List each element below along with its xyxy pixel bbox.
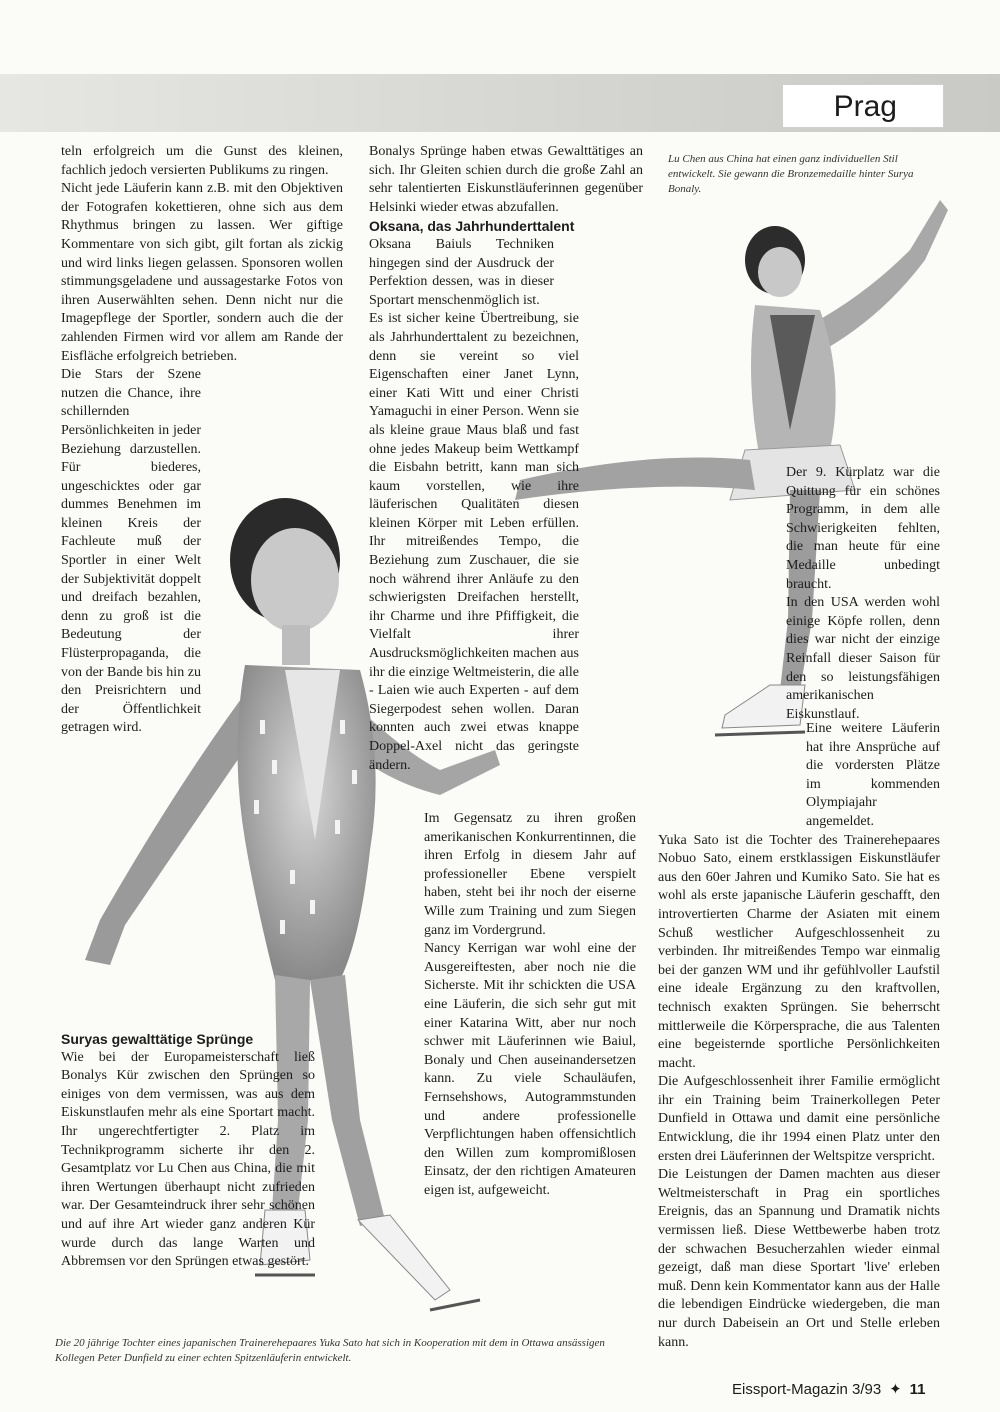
col2-paragraph-4: Im Gegensatz zu ihren großen amerikanischen Konkurrentinnen, die ihren Erfolg in diesem Jahr auf professioneller Ebene verspielt haben, steht bei ihr noch der eiserne Wille zum Training und zum Siegen ganz im Vordergrund.	[424, 811, 636, 938]
col1-paragraph-3: Die Stars der Szene nutzen die Chance, ihre schillernden Persönlichkeiten in jeder Beziehung darzustellen. Für biederes, ungeschicktes oder gar dummes Benehmen im kleinen Kreis der Fachleute muß der Sportler in einer Welt der Subjektivität doppelt und dreifach bezahlen, denn zu groß ist die Bedeutung der Flüsterpropaganda, die von der Bande bis hin zu den Preisrichtern und der Öffentlichkeit getragen wird.	[61, 367, 201, 736]
page-number: 11	[909, 1381, 926, 1398]
col2-paragraph-1: Bonalys Sprünge haben etwas Gewalttätiges an sich. Ihr Gleiten schien durch die große Zahl an sehr talentierten Eiskunstläuferinnen gegenüber Helsinki wieder etwas abzufallen.	[369, 144, 643, 215]
col3-paragraph-1: Der 9. Kürplatz war die Quittung für ein schönes Programm, in dem alle Schwierigkeiten fehlten, die man heute für eine Medaille unbedingt braucht.	[786, 465, 940, 592]
col1-paragraph-4: Wie bei der Europameisterschaft ließ Bonalys Kür zwischen den Sprüngen so einiges von dem vermissen, was aus dem Eiskunstlaufen mehr als eine Sportart macht. Ihr ungerechtfertigter 2. Platz im Technikprogramm sicherte ihr den 2. Gesamtplatz vor Lu Chen aus China, die mit ihren Wertungen überhaupt nicht zufrieden war. Der Gesamteindruck ihrer sehr schönen und auf ihre Art wieder ganz anderen Kür wurde durch das lange Warten und Abbremsen vor den Sprüngen etwas gestört.	[61, 1049, 315, 1270]
section-title: Prag	[782, 84, 944, 128]
column-1	[61, 143, 343, 738]
column-3	[786, 464, 940, 724]
page-footer	[732, 1380, 925, 1398]
col2-paragraph-2: Oksana Baiuls Techniken hingegen sind der Ausdruck der Perfektion dessen, was in dieser Sportart menschenmöglich ist.	[369, 236, 554, 308]
col2-paragraph-5: Nancy Kerrigan war wohl eine der Ausgereiftesten, aber noch nie die Sicherste. Mit ihr schickten die USA eine Läuferin, die sich sehr gut mit einer Katarina Witt, aber nur noch schwer mit Läuferinnen wie Baiul, Bonaly und Chen auseinandersetzen kann. Zu viele Schauläufen, Fernsehshows, Autogrammstunden und andere professionelle Verpflichtungen haben offensichtlich den Willen zum kompromißlosen Einsatz, der den richtigen Amateuren eigen ist, aufgeweicht.	[424, 941, 636, 1198]
col1-paragraph-2: Nicht jede Läuferin kann z.B. mit den Objektiven der Fotografen kokettieren, ohne sich aus dem Rhythmus bringen zu lassen. Wer giftige Kommentare von sich gibt, gilt fortan als zickig und wird links liegen gelassen. Sponsoren wollen stimmungsgeladene und aussagestarke Fotos von ihren Auserwählten sehen. Denn nicht nur die Imagepflege der Sportler, sondern auch die der zahlenden Firmen wird vor allem am Rande der Eisfläche erfolgreich betrieben.	[61, 181, 343, 364]
magazine-logo-icon: ✦	[889, 1381, 902, 1398]
col3-paragraph-6: Die Leistungen der Damen machten aus dieser Weltmeisterschaft in Prag ein sportliches Ereignis, das an Spannung und Dramatik nichts vermissen ließ. Diese Wettbewerbe haben trotz der schwachen Besucherzahlen wieder einmal gezeigt, daß man diese Sportart 'live' erleben muß. Denn kein Kommentator kann aus der Halle die lebendigen Eindrücke wiedergeben, die man nur durch Dabeisein an Ort und Stelle erleben kann.	[658, 1167, 940, 1350]
column-1-lower	[61, 1030, 315, 1272]
col1-heading: Suryas gewalttätige Sprünge	[61, 1031, 254, 1047]
magazine-issue: Eissport-Magazin 3/93	[732, 1381, 882, 1398]
col2-heading: Oksana, das Jahrhunderttalent	[369, 218, 575, 235]
col3-paragraph-2: In den USA werden wohl einige Köpfe rollen, denn dies war nicht der einzige Reinfall dieser Saison für den so leistungsfähigen amerikanischen Eiskunstlauf.	[786, 595, 940, 722]
col3-paragraph-3: Eine weitere Läuferin hat ihre Ansprüche auf die vordersten Plätze im kommenden Olympiajahr angemeldet.	[806, 721, 940, 829]
photo-caption-yuka-sato: Die 20 jährige Tochter eines japanischen Trainerehepaares Yuka Sato hat sich in Kooperation mit dem in Ottawa ansässigen Kollegen Peter Dunfield zu einer echten Spitzenläuferin entwickelt.	[55, 1337, 605, 1364]
col3-paragraph-4: Yuka Sato ist die Tochter des Trainerehepaares Nobuo Sato, einem erstklassigen Eiskunstläufer aus den 60er Jahren und Kumiko Sato. Sie hat es wohl als erste japanische Läuferin geschafft, den introvertierten Charme der Asiaten mit einem Schuß westlicher Aufgeschlossenheit zu verbinden. Ihr mitreißendes Tempo war einmalig bei der ganzen WM und ihr gefühlvoller Laufstil eine ideale Ergänzung zu den kraftvollen, technisch exakten Sprüngen. Sie beherrscht mittlerweile die Körpersprache, die aus Talenten eine begeisternde sportliche Persönlichkeiten macht.	[658, 832, 940, 1071]
column-2-lower	[424, 810, 636, 1200]
col3-paragraph-5: Die Aufgeschlossenheit ihrer Familie ermöglicht ihr ein Training beim Trainerkollegen Peter Dunfield in Ottawa und damit eine persönliche Entwicklung, die ihr 1994 einen Platz unter den ersten drei Läuferinnen der Weltspitze verspricht.	[658, 1074, 940, 1164]
photo-caption-lu-chen: Lu Chen aus China hat einen ganz individuellen Stil entwickelt. Sie gewann die Bronzemedaille hinter Surya Bonaly.	[668, 153, 914, 195]
column-3-lower	[658, 720, 940, 1352]
col1-paragraph-1: teln erfolgreich um die Gunst des kleinen, fachlich jedoch versierten Publikums zu ringen.	[61, 144, 343, 178]
col2-paragraph-3: Es ist sicher keine Übertreibung, sie als Jahrhunderttalent zu bezeichnen, denn sie vereint so viel Eigenschaften einer Janet Lynn, einer Kati Witt und einer Christi Yamaguchi in einer Person. Wenn sie als kleine graue Maus blaß und fast ohne jedes Makeup beim Wettkampf die Eisbahn betritt, kann man sich kaum vorstellen, wie ihre läuferischen Qualitäten diesen kleinen Körper mit Leben erfüllen. Ihr mitreißendes Tempo, die Beziehung zum Zuschauer, die sie noch während ihrer Anläufe zu den schwierigsten Dreifachen herstellt, ihr Charme und ihre Pfiffigkeit, die Vielfalt ihrer Ausdrucksmöglichkeiten machen aus ihr die einzige Weltmeisterin, die alle - Laien wie auch Experten - auf dem Siegerpodest sehen wollen. Daran konnten auch zwei etwas knappe Doppel-Axel nicht das geringste ändern.	[369, 311, 579, 773]
column-2	[369, 143, 643, 775]
